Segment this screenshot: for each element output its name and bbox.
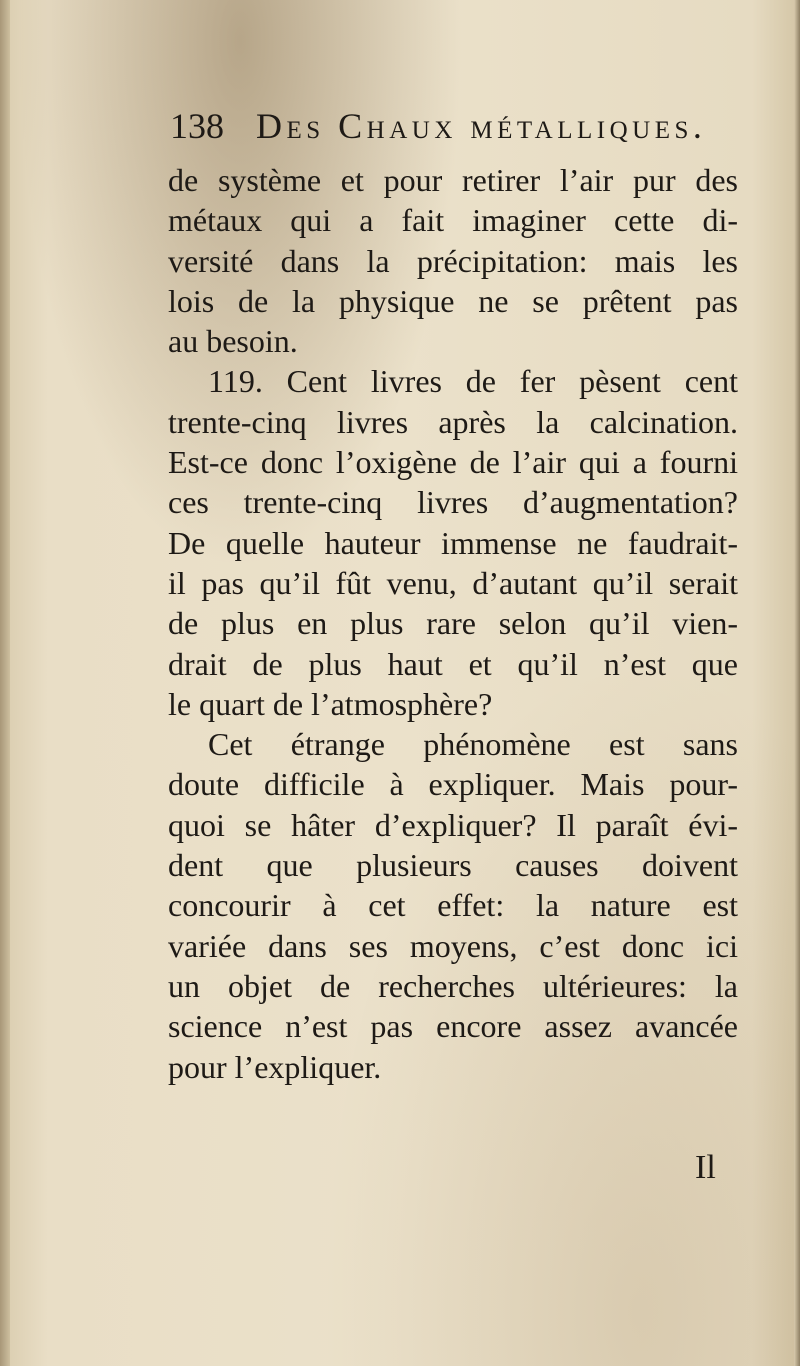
text-line: quoi se hâter d’expliquer? Il paraît évi-	[168, 806, 738, 843]
text-line: ces trente-cinq livres d’augmentation?	[168, 484, 738, 521]
body-text	[168, 160, 738, 1087]
text-line: métaux qui a fait imaginer cette di-	[168, 202, 738, 239]
text-line: concourir à cet effet: la nature est	[168, 887, 738, 924]
running-head	[170, 102, 765, 150]
text-line: 119. Cent livres de fer pèsent cent	[208, 363, 738, 400]
text-line: de système et pour retirer l’air pur des	[168, 162, 738, 198]
text-line: drait de plus haut et qu’il n’est que	[168, 645, 738, 682]
text-line: Cet étrange phénomène est sans	[208, 726, 738, 763]
text-line: trente-cinq livres après la calcination.	[168, 403, 738, 440]
text-line: doute difficile à expliquer. Mais pour-	[168, 766, 738, 803]
text-line: pour l’expliquer.	[168, 1048, 382, 1085]
text-line: il pas qu’il fût venu, d’autant qu’il serait	[168, 564, 738, 601]
text-line: un objet de recherches ultérieures: la	[168, 967, 738, 1004]
page-edge	[794, 0, 800, 1366]
text-line: versité dans la précipitation: mais les	[168, 242, 738, 279]
text-line: dent que plusieurs causes doivent	[168, 847, 738, 884]
text-line: lois de la physique ne se prêtent pas	[168, 282, 738, 319]
page-number: 138	[170, 106, 224, 146]
text-line: De quelle hauteur immense ne faudrait-	[168, 524, 738, 561]
text-line: Est-ce donc l’oxigène de l’air qui a fourni	[168, 444, 738, 481]
text-line: science n’est pas encore assez avancée	[168, 1008, 738, 1045]
text-line: variée dans ses moyens, c’est donc ici	[168, 927, 738, 964]
text-line: le quart de l’atmosphère?	[168, 685, 493, 722]
binding-edge	[0, 0, 10, 1366]
text-line: de plus en plus rare selon qu’il vien-	[168, 605, 738, 642]
text-line: au besoin.	[168, 323, 298, 360]
running-title: Des Chaux métalliques.	[256, 106, 707, 146]
catchword: Il	[695, 1149, 716, 1186]
